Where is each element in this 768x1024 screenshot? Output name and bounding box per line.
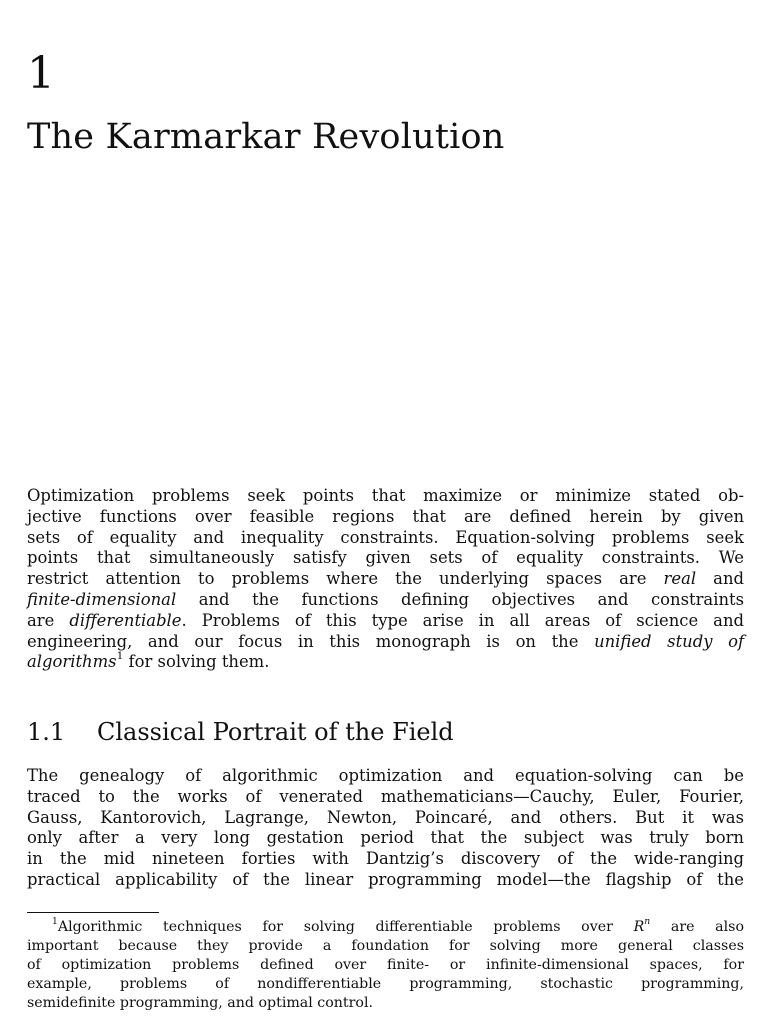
intro-line [27, 590, 744, 611]
intro-text: for solving them. [123, 652, 270, 672]
chapter-title: The Karmarkar Revolution [27, 117, 505, 157]
footnote-divider [27, 912, 159, 913]
math-superscript-n: n [644, 915, 651, 927]
intro-line: Optimization problems seek points that maximize or minimize stated ob- [27, 486, 744, 505]
emphasis-finite-dimensional: finite-dimensional [27, 589, 177, 609]
intro-line: jective functions over feasible regions that are defined herein by given [27, 506, 744, 526]
intro-text: are [27, 610, 70, 630]
section-title: Classical Portrait of the Field [97, 718, 454, 746]
footnote-reference[interactable]: 1 [116, 649, 124, 663]
intro-line [27, 649, 744, 673]
intro-line [27, 611, 744, 632]
intro-text: engineering, and our focus in this monograph is on the [27, 631, 595, 651]
genealogy-line: Gauss, Kantorovich, Lagrange, Newton, Poincaré, and others. But it was [27, 807, 744, 827]
emphasis-differentiable: differentiable [69, 610, 182, 630]
emphasis-unified-study: unified study of [594, 631, 745, 651]
genealogy-line: traced to the works of venerated mathematicians—Cauchy, Euler, Fourier, [27, 786, 744, 806]
footnote-text: are also [650, 919, 744, 935]
footnote [27, 915, 744, 1013]
emphasis-real: real [663, 569, 697, 589]
section-heading [27, 718, 454, 747]
genealogy-line: The genealogy of algorithmic optimization and equation-solving can be [27, 766, 744, 785]
chapter-number: 1 [27, 48, 55, 99]
genealogy-line: only after a very long gestation period that the subject was truly born [27, 828, 744, 848]
footnote-line: semidefinite programming, and optimal control. [27, 995, 374, 1011]
intro-text: . Problems of this type arise in all areas of science and [181, 610, 744, 630]
intro-line: points that simultaneously satisfy given sets of equality constraints. We [27, 548, 744, 568]
genealogy-line: practical applicability of the linear programming model—the flagship of the [27, 869, 744, 889]
intro-line [27, 569, 744, 590]
intro-line [27, 632, 744, 653]
emphasis-algorithms: algorithms [27, 652, 117, 672]
footnote-line: important because they provide a foundation for solving more general classes [27, 938, 744, 954]
genealogy-paragraph [27, 766, 744, 891]
intro-text: restrict attention to problems where the underlying spaces are [27, 569, 664, 589]
footnote-line [27, 915, 744, 937]
footnote-line: example, problems of nondifferentiable programming, stochastic programming, [27, 976, 744, 992]
footnote-text: Algorithmic techniques for solving differentiable problems over [57, 919, 634, 935]
intro-text: and the functions defining objectives and constraints [176, 589, 744, 609]
section-number: 1.1 [27, 718, 66, 746]
math-R: R [633, 919, 645, 935]
footnote-marker: 1 [52, 915, 58, 927]
genealogy-line: in the mid nineteen forties with Dantzig’s discovery of the wide-ranging [27, 849, 744, 869]
intro-paragraph [27, 486, 744, 673]
footnote-line: of optimization problems defined over finite- or infinite-dimensional spaces, for [27, 957, 744, 973]
intro-text: and [696, 569, 745, 589]
intro-line: sets of equality and inequality constraints. Equation-solving problems seek [27, 527, 744, 547]
